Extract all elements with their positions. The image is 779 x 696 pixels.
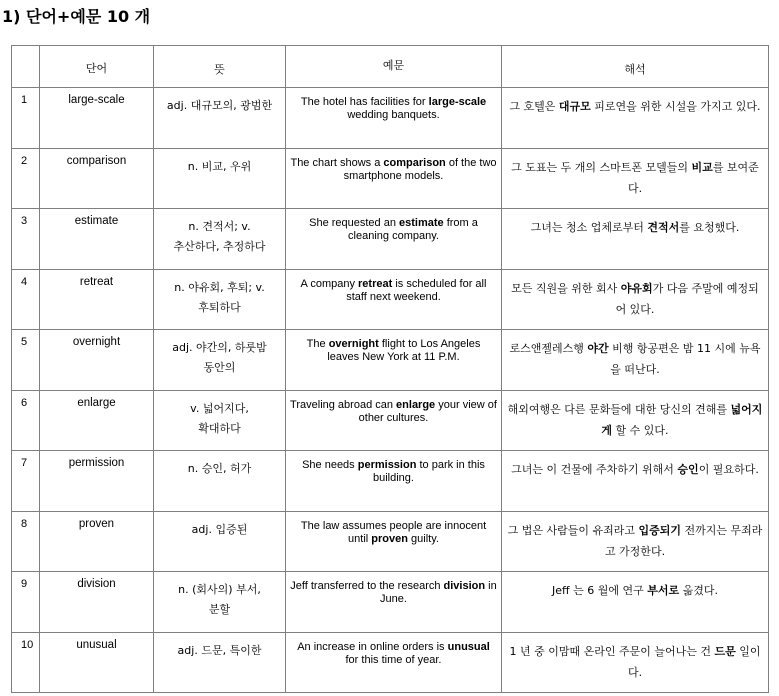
translation-keyword: 비교	[691, 160, 713, 174]
meaning-line: 분할	[208, 603, 231, 616]
translation-keyword: 야간	[587, 342, 609, 355]
table-row	[12, 451, 769, 512]
row-number: 6	[12, 390, 40, 451]
example-text: The hotel has facilities for	[300, 96, 429, 108]
translation-sentence	[502, 330, 769, 391]
meaning-line: adj. 대규모의, 광범한	[166, 99, 273, 112]
meaning-line: n. (회사의) 부서,	[178, 583, 261, 596]
example-sentence	[286, 511, 502, 572]
vocab-word: permission	[40, 451, 154, 512]
translation-text: 그 도표는 두 개의 스마트폰 모델들의	[511, 160, 692, 174]
translation-text: 피로연을 위한 시설을 가지고 있다.	[590, 100, 761, 113]
translation-sentence	[502, 269, 769, 330]
example-text: guilty.	[407, 532, 439, 545]
translation-text: 그 호텔은	[509, 100, 559, 113]
translation-sentence	[502, 572, 769, 633]
example-text: The	[306, 338, 329, 350]
translation-text: 전까지는 무죄라고 가정한다.	[604, 523, 763, 558]
meaning-line: 후퇴하다	[198, 300, 241, 314]
row-number: 8	[12, 511, 40, 572]
word-meaning	[154, 88, 286, 149]
table-row	[12, 88, 769, 149]
translation-keyword: 견적서	[647, 221, 680, 234]
example-text: The chart shows a	[290, 156, 384, 169]
row-number: 5	[12, 330, 40, 391]
header-number	[12, 46, 40, 88]
table-body	[12, 88, 769, 693]
example-sentence	[286, 209, 502, 270]
word-meaning	[154, 572, 286, 633]
example-keyword: proven	[371, 532, 408, 545]
vocabulary-table	[11, 45, 769, 693]
example-keyword: permission	[357, 459, 417, 471]
example-keyword: unusual	[447, 640, 490, 653]
example-text: your view of other cultures.	[358, 398, 497, 424]
translation-keyword: 넓어지게	[601, 402, 763, 437]
example-text: to park in this building.	[373, 459, 485, 484]
table-row	[12, 209, 769, 270]
row-number: 7	[12, 451, 40, 512]
translation-keyword: 승인	[677, 463, 699, 476]
translation-sentence	[502, 88, 769, 149]
example-sentence	[286, 269, 502, 330]
vocab-word: division	[40, 572, 154, 633]
row-number: 2	[12, 148, 40, 209]
translation-sentence	[502, 451, 769, 512]
example-keyword: comparison	[383, 156, 446, 169]
vocab-word: retreat	[40, 269, 154, 330]
vocab-word: enlarge	[40, 390, 154, 451]
translation-text: 를 요청했다.	[679, 221, 740, 234]
table-row	[12, 511, 769, 572]
meaning-line: v. 넓어지다,	[190, 401, 249, 415]
meaning-line: adj. 야간의, 하룻밤	[172, 341, 267, 354]
row-number: 4	[12, 269, 40, 330]
translation-text: Jeff 는 6 월에 연구	[552, 584, 648, 597]
meaning-line: n. 야유회, 후퇴; v.	[174, 280, 265, 294]
example-keyword: estimate	[399, 217, 444, 229]
header-example: 예문	[286, 46, 502, 88]
header-translation: 해석	[502, 46, 769, 88]
meaning-line: adj. 드문, 특이한	[177, 643, 262, 657]
example-text: for this time of year.	[345, 653, 442, 666]
translation-keyword: 드문	[714, 644, 736, 658]
example-text: The law assumes people are innocent until	[300, 519, 487, 545]
translation-text: 가 다음 주말에 예정되어 있다.	[615, 281, 759, 316]
meaning-line: n. 견적서; v.	[188, 220, 251, 233]
example-text: Jeff transferred to the research	[290, 580, 444, 592]
table-row	[12, 390, 769, 451]
header-word: 단어	[40, 46, 154, 88]
translation-sentence	[502, 209, 769, 270]
header-meaning: 뜻	[154, 46, 286, 88]
word-meaning	[154, 269, 286, 330]
meaning-line: 확대하다	[198, 421, 241, 435]
translation-text: 해외여행은 다른 문화들에 대한 당신의 견해를	[507, 402, 731, 416]
translation-keyword: 대규모	[558, 100, 591, 113]
translation-text: 일이다.	[627, 644, 761, 679]
example-keyword: retreat	[358, 277, 393, 290]
translation-keyword: 부서로	[647, 584, 680, 597]
vocab-word: estimate	[40, 209, 154, 270]
example-text: A company	[300, 277, 359, 290]
table-row	[12, 572, 769, 633]
page-title: 1) 단어+예문 10 개	[2, 7, 151, 26]
table-row	[12, 330, 769, 391]
translation-text: 를 보여준다.	[627, 160, 759, 195]
word-meaning	[154, 148, 286, 209]
example-sentence	[286, 632, 502, 693]
example-keyword: overnight	[328, 338, 379, 350]
example-keyword: division	[443, 580, 486, 592]
example-text: An increase in online orders is	[297, 640, 448, 653]
word-meaning	[154, 451, 286, 512]
translation-text: 로스앤젤레스행	[509, 342, 588, 355]
translation-sentence	[502, 632, 769, 693]
translation-keyword: 야유회	[620, 281, 653, 295]
example-sentence	[286, 390, 502, 451]
vocab-word: comparison	[40, 148, 154, 209]
example-text: is scheduled for all staff next weekend.	[346, 277, 487, 303]
table-row	[12, 269, 769, 330]
example-keyword: enlarge	[396, 398, 436, 411]
example-sentence	[286, 148, 502, 209]
translation-sentence	[502, 511, 769, 572]
example-text: of the two smartphone models.	[343, 156, 497, 182]
table-row	[12, 148, 769, 209]
table-header-row	[12, 46, 769, 88]
example-text: in June.	[380, 580, 497, 605]
word-meaning	[154, 209, 286, 270]
translation-text: 모든 직원을 위한 회사	[511, 281, 621, 295]
word-meaning	[154, 511, 286, 572]
vocab-word: proven	[40, 511, 154, 572]
example-keyword: large-scale	[428, 96, 487, 108]
example-text: from a cleaning company.	[348, 217, 478, 242]
row-number: 1	[12, 88, 40, 149]
row-number: 9	[12, 572, 40, 633]
word-meaning	[154, 390, 286, 451]
example-sentence	[286, 451, 502, 512]
meaning-line: adj. 입증된	[191, 522, 248, 536]
example-text: Traveling abroad can	[290, 398, 397, 411]
translation-sentence	[502, 148, 769, 209]
vocab-word: overnight	[40, 330, 154, 391]
meaning-line: n. 승인, 허가	[187, 462, 252, 475]
translation-text: 이 필요하다.	[698, 463, 759, 476]
example-sentence	[286, 88, 502, 149]
example-text: She requested an	[309, 217, 400, 229]
example-sentence	[286, 572, 502, 633]
translation-text: 그녀는 이 건물에 주차하기 위해서	[511, 463, 678, 476]
translation-text: 그녀는 청소 업체로부터	[530, 221, 648, 234]
table-row	[12, 632, 769, 693]
vocab-word: large-scale	[40, 88, 154, 149]
translation-text: 그 법은 사람들이 유죄라고	[507, 523, 639, 537]
example-sentence	[286, 330, 502, 391]
word-meaning	[154, 632, 286, 693]
translation-text: 비행 항공편은 밤 11 시에 뉴욕을 떠난다.	[608, 342, 761, 376]
example-text: She needs	[302, 459, 358, 471]
example-text: flight to Los Angeles leaves New York at 11 P.M.	[327, 338, 481, 363]
translation-sentence	[502, 390, 769, 451]
translation-text: 1 년 중 이맘때 온라인 주문이 늘어나는 건	[509, 644, 715, 658]
meaning-line: 동안의	[203, 361, 236, 374]
example-text: wedding banquets.	[347, 109, 440, 121]
vocab-word: unusual	[40, 632, 154, 693]
word-meaning	[154, 330, 286, 391]
translation-keyword: 입증되기	[638, 523, 681, 537]
translation-text: 할 수 있다.	[612, 423, 669, 437]
meaning-line: n. 비교, 우위	[187, 159, 252, 173]
row-number: 10	[12, 632, 40, 693]
row-number: 3	[12, 209, 40, 270]
translation-text: 옮겼다.	[679, 584, 718, 597]
meaning-line: 추산하다, 추정하다	[173, 240, 266, 253]
